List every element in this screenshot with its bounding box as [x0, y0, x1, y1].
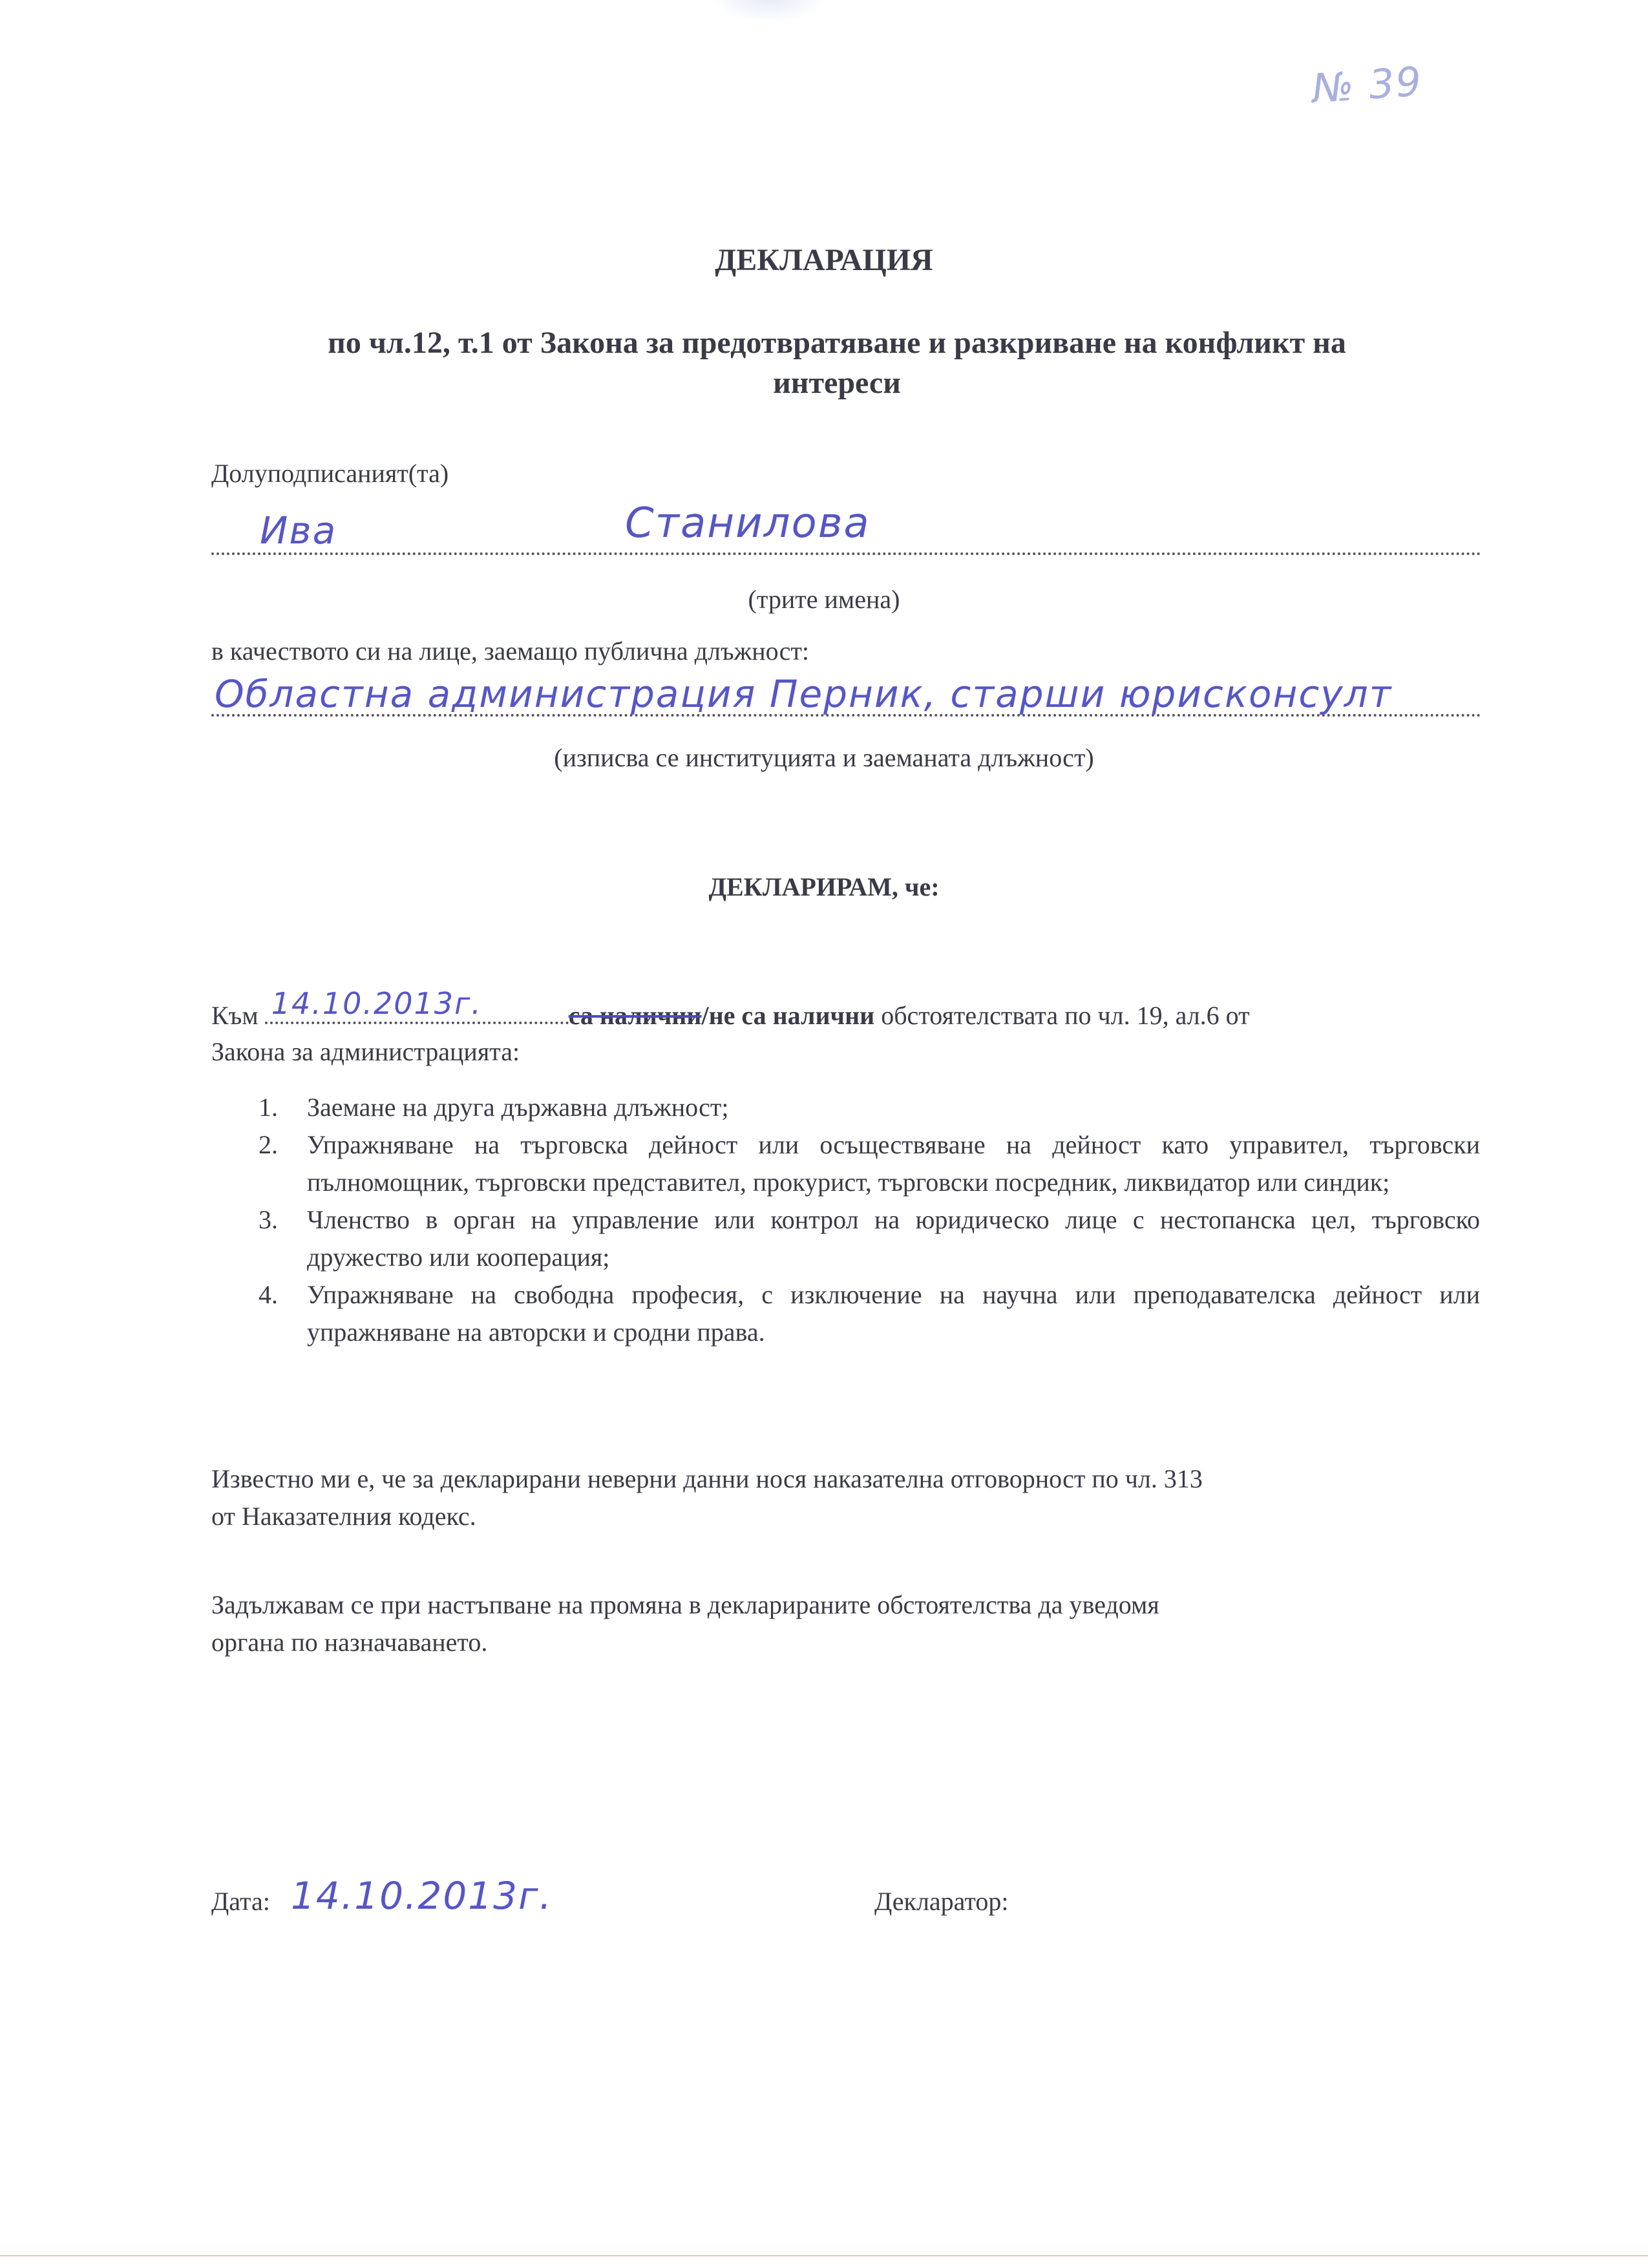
position-value: Областна администрация Перник, старши юрисконсулт: [215, 672, 1393, 716]
scan-edge: [0, 2255, 1648, 2256]
document-subtitle: [194, 323, 1480, 403]
subtitle-line-1: по чл.12, т.1 от Закона за предотвратяване и разкриване на конфликт на: [328, 326, 1346, 360]
position-hint: (изписва се институцията и заеманата длъжност): [554, 743, 1094, 772]
statement-suffix: обстоятелствата по чл. 19, ал.6 от: [881, 1001, 1250, 1030]
list-item-text: Членство в орган на управление или контрол на юридическо лице с нестопанска цел, търговско дружество или кооперация;: [307, 1205, 1480, 1272]
statement-prefix: Към: [211, 1001, 259, 1030]
option-separator: /: [701, 1001, 709, 1030]
signatory-last-name: Станилова: [625, 499, 871, 547]
obligation-line-2: органа по назначаването.: [211, 1628, 488, 1657]
page-number-note: № 39: [1310, 58, 1424, 112]
liability-line-1: Известно ми е, че за декларирани неверни данни нося наказателна отговорност по чл. 313: [211, 1464, 1203, 1493]
document-title: ДЕКЛАРАЦИЯ: [715, 243, 933, 277]
list-item-number: 1.: [259, 1093, 278, 1122]
position-label: в качеството си на лице, заемащо публична длъжност:: [211, 636, 810, 666]
signatory-first-name: Ива: [260, 509, 337, 552]
signatory-hint: (трите имена): [748, 585, 900, 614]
list-item-number: 4.: [259, 1280, 278, 1309]
list-item-text: Заемане на друга държавна длъжност;: [307, 1093, 729, 1122]
scan-artifact: [711, 0, 827, 23]
declarant-label: Декларатор:: [874, 1887, 1009, 1916]
list-item-text: Упражняване на търговска дейност или осъществяване на дейност като управител, търговски пълномощник, търговски представител, прокурист, търговски посредник, ликвидатор или синдик;: [307, 1130, 1480, 1197]
circumstances-list: [246, 1089, 1480, 1351]
liability-paragraph: [211, 1460, 1203, 1535]
list-item: [246, 1126, 1480, 1201]
footer-date-value[interactable]: 14.10.2013г.: [291, 1874, 553, 1918]
signatory-name-field[interactable]: [211, 499, 1481, 555]
list-item-number: 2.: [259, 1130, 278, 1159]
statement-line-1: [211, 986, 1484, 1031]
list-item: [246, 1276, 1480, 1351]
list-item: [246, 1201, 1480, 1276]
footer-date-label: Дата:: [211, 1887, 270, 1916]
obligation-line-1: Задължавам се при настъпване на промяна в декларираните обстоятелства да уведомя: [211, 1590, 1159, 1619]
option-not-available: не са налични: [708, 1001, 875, 1030]
subtitle-line-2: интереси: [773, 366, 901, 400]
obligation-paragraph: [211, 1586, 1159, 1661]
declarant-signature-area[interactable]: [1047, 1867, 1435, 1926]
list-item-number: 3.: [259, 1205, 278, 1234]
statement-date-field[interactable]: [265, 986, 569, 1024]
option-available-struck: са налични: [568, 1001, 702, 1030]
statement-date: 14.10.2013г.: [271, 986, 482, 1021]
list-item: [246, 1089, 1480, 1126]
list-item-text: Упражняване на свободна професия, с изключение на научна или преподавателска дейност или упражняване на авторски и сродни права.: [307, 1280, 1480, 1347]
signatory-label: Долуподписаният(та): [211, 459, 449, 488]
statement-line-2: Закона за администрацията:: [211, 1037, 520, 1066]
declare-heading: ДЕКЛАРИРАМ, че:: [708, 872, 940, 901]
liability-line-2: от Наказателния кодекс.: [211, 1502, 476, 1531]
position-field[interactable]: [211, 672, 1481, 717]
